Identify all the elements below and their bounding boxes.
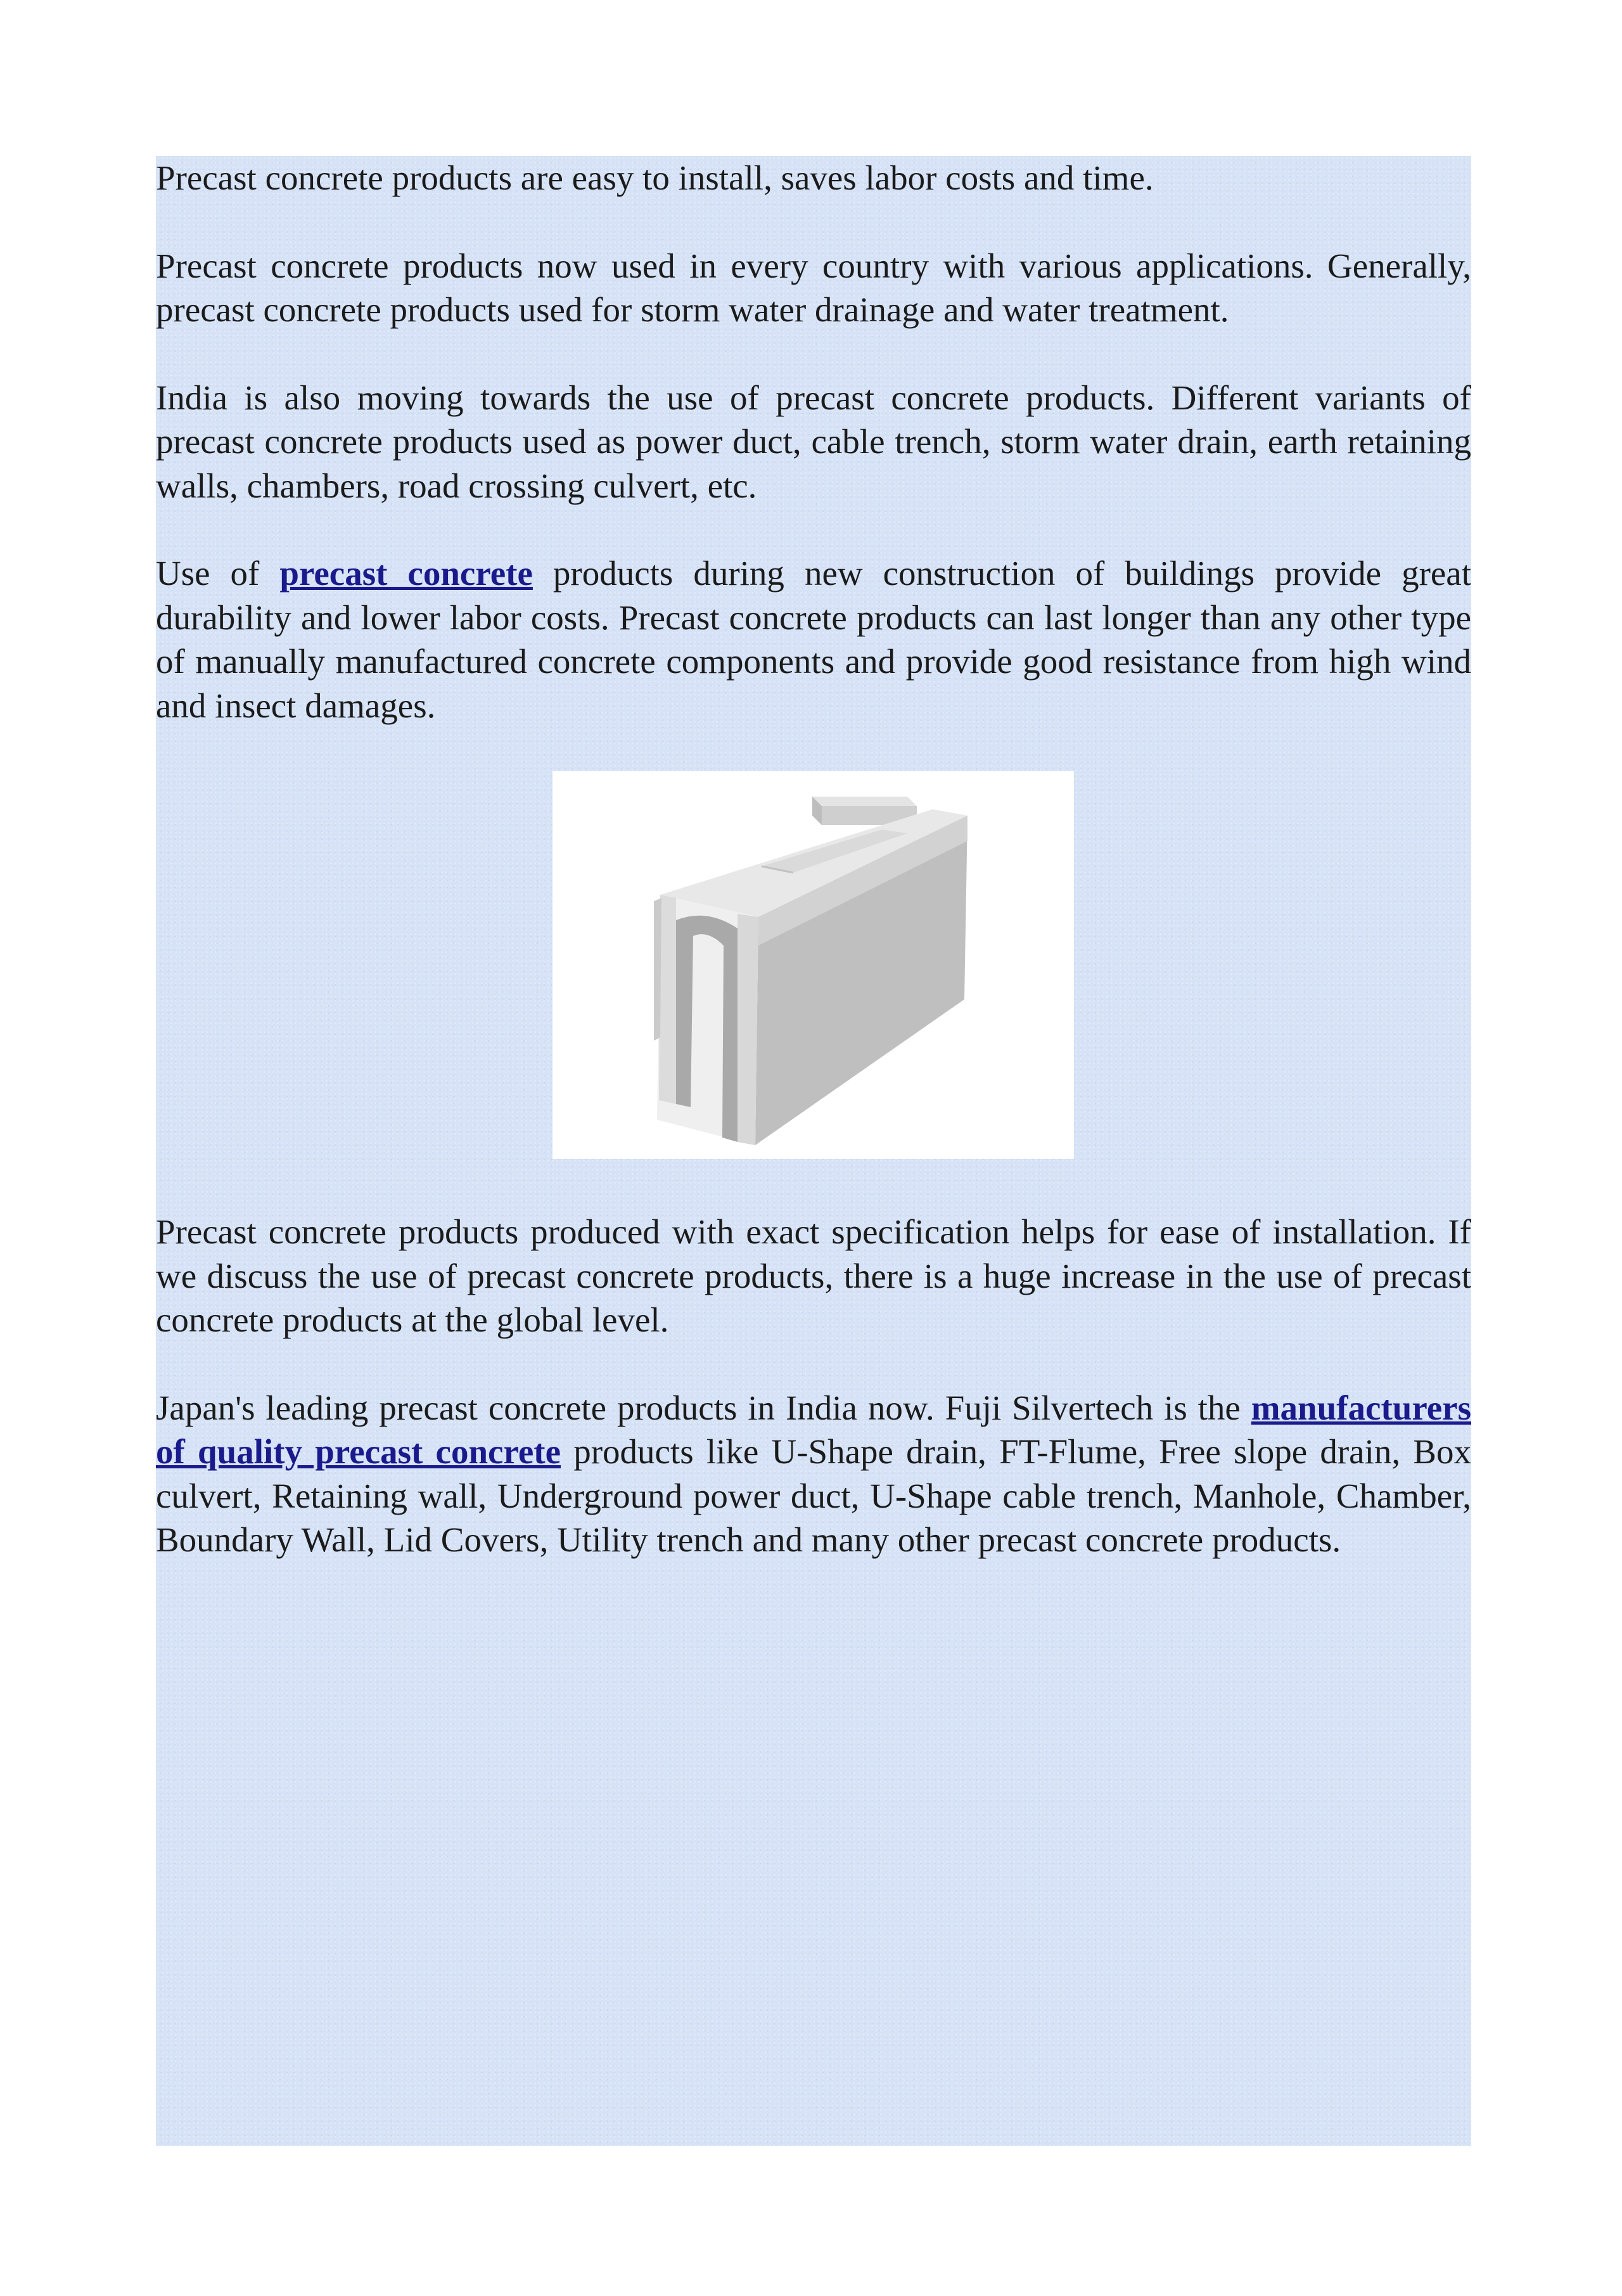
u-channel-illustration — [552, 771, 1074, 1159]
paragraph-6-lead: Japan's leading precast concrete products in India now. Fuji Silvertech is the — [156, 1388, 1251, 1427]
page-background-panel — [156, 156, 1471, 2146]
paragraph-6-rest: products like U-Shape drain, FT-Flume, Free slope drain, Box culvert, Retaining wall, Underground power duct, U-Shape cable trench, Manhole, Chamber, Boundary Wall, Lid Covers, Utility trench and many other precast concrete products. — [156, 1432, 1471, 1559]
precast-concrete-link[interactable]: precast concrete — [279, 554, 533, 593]
paragraph-3: India is also moving towards the use of precast concrete products. Different variants of precast concrete products used as power duct, cable trench, storm water drain, earth retaining walls, chambers, road crossing culvert, etc. — [156, 378, 1471, 505]
paragraph-4 — [156, 551, 1471, 728]
paragraph-2: Precast concrete products now used in every country with various applications. Generally, precast concrete products used for storm water drainage and water treatment. — [156, 246, 1471, 329]
paragraph-1: Precast concrete products are easy to install, saves labor costs and time. — [156, 158, 1154, 197]
manufacturers-precast-link[interactable]: manufacturers of quality precast concrete — [156, 1388, 1471, 1471]
precast-u-channel-image — [552, 771, 1074, 1159]
article-body — [156, 156, 1471, 1606]
paragraph-5: Precast concrete products produced with exact specification helps for ease of installation. If we discuss the use of precast concrete products, there is a huge increase in the use of precast concrete products at the global level. — [156, 1212, 1471, 1339]
figure-container — [156, 771, 1471, 1159]
paragraph-4-rest: products during new construction of buildings provide great durability and lower labor costs. Precast concrete products can last longer than any other type of manually manufactured concrete components and provide good resistance from high wind and insect damages. — [156, 554, 1471, 725]
paragraph-6 — [156, 1386, 1471, 1562]
paragraph-4-lead: Use of — [156, 554, 280, 593]
